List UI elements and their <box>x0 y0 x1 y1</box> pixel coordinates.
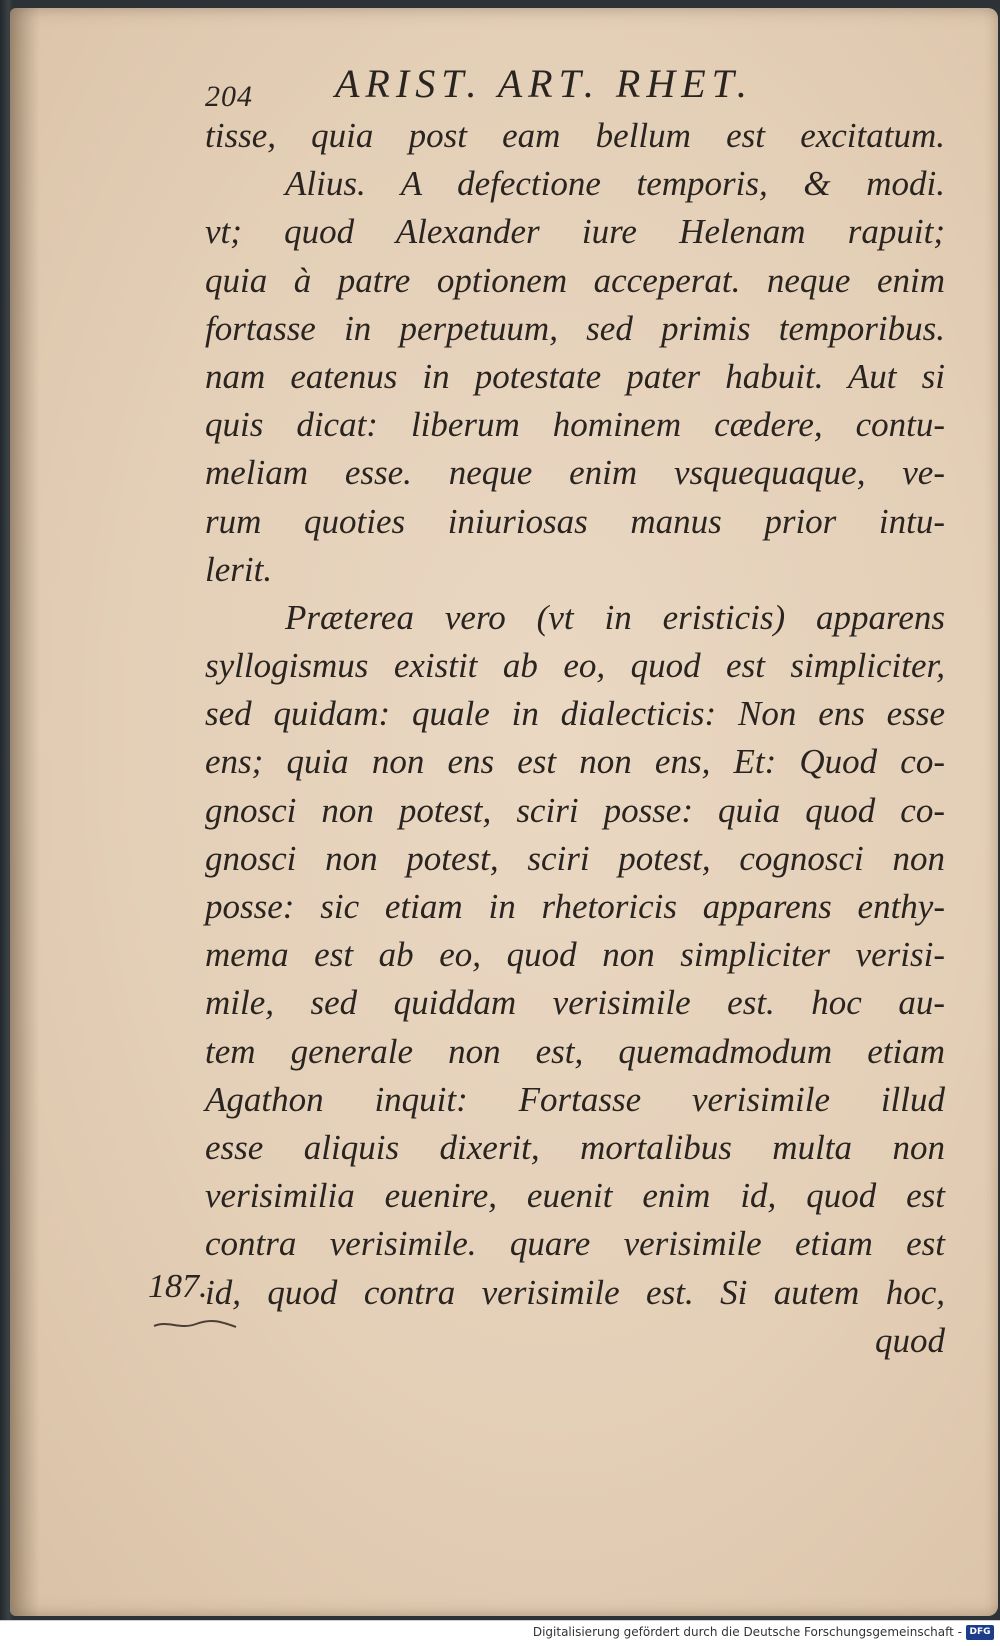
text-line: quia à patre optionem acceperat. neque enim <box>205 260 945 300</box>
page-number: 204 <box>205 80 253 113</box>
catchword: quod <box>875 1320 945 1360</box>
text-line: gnosci non potest, sciri posse: quia quod co- <box>205 790 945 830</box>
text-line: Præterea vero (vt in eristicis) apparens <box>285 597 945 637</box>
text-line: Alius. A defectione temporis, & modi. <box>285 164 945 204</box>
text-line: tisse, quia post eam bellum est excitatum. <box>205 116 945 155</box>
text-line: vt; quod Alexander iure Helenam rapuit; <box>205 212 945 252</box>
margin-squiggle-mark <box>150 1318 240 1332</box>
funding-note: Digitalisierung gefördert durch die Deutsche Forschungsgemeinschaft - <box>532 1625 962 1639</box>
text-line: syllogismus existit ab eo, quod est simpliciter, <box>205 646 945 686</box>
footer-bar <box>0 1620 1000 1646</box>
margin-note-number: 187. <box>148 1268 208 1305</box>
text-line: mema est ab eo, quod non simpliciter verisi- <box>205 935 945 975</box>
text-line: verisimilia euenire, euenit enim id, quod est <box>205 1176 945 1216</box>
body-text <box>205 112 945 1365</box>
dfg-logo: DFG <box>966 1625 994 1640</box>
text-line: nam eatenus in potestate pater habuit. Aut si <box>205 356 945 396</box>
running-title: ARIST. ART. RHET. <box>335 61 753 106</box>
text-line: rum quoties iniuriosas manus prior intu- <box>205 501 945 541</box>
text-line: id, quod contra verisimile est. Si autem hoc, <box>205 1272 945 1312</box>
text-line: mile, sed quiddam verisimile est. hoc au- <box>205 983 945 1023</box>
text-line: lerit. <box>205 549 273 589</box>
text-line: quis dicat: liberum hominem cædere, contu- <box>205 405 945 445</box>
text-line: fortasse in perpetuum, sed primis temporibus. <box>205 308 945 348</box>
text-line: esse aliquis dixerit, mortalibus multa non <box>205 1127 945 1167</box>
spine-shadow <box>10 8 40 1616</box>
text-line: tem generale non est, quemadmodum etiam <box>205 1031 945 1071</box>
text-line: contra verisimile. quare verisimile etiam est <box>205 1224 945 1264</box>
text-line: gnosci non potest, sciri potest, cognosci non <box>205 838 945 878</box>
text-line: ens; quia non ens est non ens, Et: Quod co- <box>205 742 945 782</box>
text-line: sed quidam: quale in dialecticis: Non ens esse <box>205 694 945 734</box>
text-line: posse: sic etiam in rhetoricis apparens enthy- <box>205 887 945 926</box>
text-line: Agathon inquit: Fortasse verisimile illud <box>205 1079 945 1119</box>
text-line: meliam esse. neque enim vsquequaque, ve- <box>205 453 945 493</box>
